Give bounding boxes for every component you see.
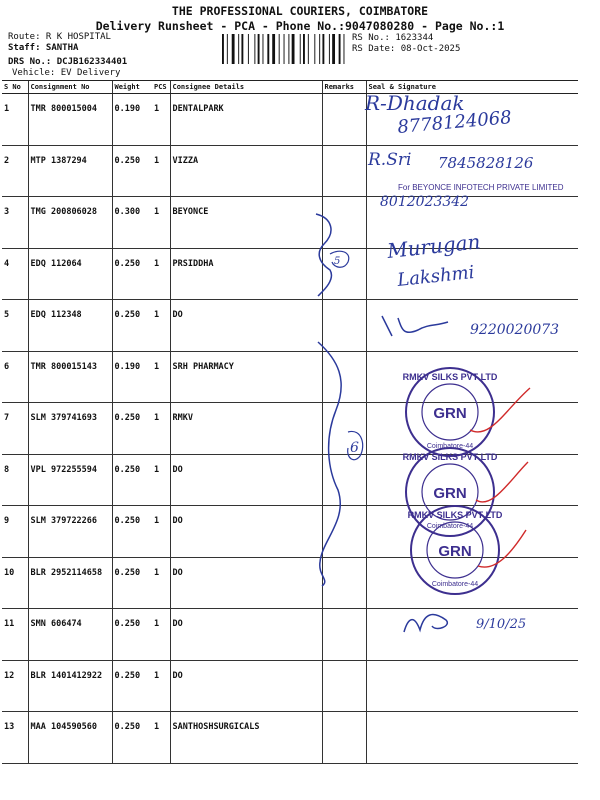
row-consignee: SANTHOSHSURGICALS bbox=[170, 712, 322, 764]
row-consignment-no: TMR 800015143 bbox=[28, 351, 112, 403]
phone-row1: 8778124068 bbox=[396, 107, 513, 138]
table-row bbox=[2, 94, 578, 146]
row-remarks bbox=[322, 300, 366, 352]
row-sno: 3 bbox=[2, 197, 28, 249]
row-consignment-no: SLM 379722266 bbox=[28, 506, 112, 558]
table-row bbox=[2, 712, 578, 764]
row-consignee: DO bbox=[170, 609, 322, 661]
rs-number: RS No.: 1623344 bbox=[352, 33, 434, 43]
stamp-rmkv-2-name: RMKV SILKS PVT LTD bbox=[402, 452, 498, 462]
runsheet-title: THE PROFESSIONAL COURIERS, COIMBATORE bbox=[171, 4, 429, 18]
row-weight: 0.250 bbox=[112, 506, 152, 558]
stamp-rmkv-2-center: GRN bbox=[433, 485, 467, 502]
route-label: Route: R K HOSPITAL bbox=[8, 32, 111, 42]
row-weight: 0.250 bbox=[112, 145, 152, 197]
row-sno: 1 bbox=[2, 94, 28, 146]
stamp-rmkv-3-center: GRN bbox=[438, 543, 472, 560]
row-remarks bbox=[322, 351, 366, 403]
row-seal-signature bbox=[366, 660, 578, 712]
col-consignee: Consignee Details bbox=[170, 81, 322, 94]
row-weight: 0.300 bbox=[112, 197, 152, 249]
row-remarks bbox=[322, 94, 366, 146]
staff-label: Staff: SANTHA bbox=[8, 43, 79, 53]
row-consignee: DO bbox=[170, 300, 322, 352]
row-seal-signature bbox=[366, 248, 578, 300]
row-pcs: 1 bbox=[152, 557, 170, 609]
barcode bbox=[222, 34, 350, 64]
signature-row2: R.Sri bbox=[368, 150, 412, 170]
row-seal-signature bbox=[366, 300, 578, 352]
row-sno: 10 bbox=[2, 557, 28, 609]
signature-row5: Lakshmi bbox=[396, 262, 476, 291]
row-remarks bbox=[322, 712, 366, 764]
stamp-rmkv-1-city: Coimbatore-44 bbox=[426, 443, 474, 450]
row-remarks bbox=[322, 609, 366, 661]
row-pcs: 1 bbox=[152, 506, 170, 558]
signature-row1: R-Dhadak bbox=[365, 91, 465, 115]
row-sno: 8 bbox=[2, 454, 28, 506]
row-consignee: VIZZA bbox=[170, 145, 322, 197]
col-consignment: Consignment No bbox=[28, 81, 112, 94]
phone-row2: 7845828126 bbox=[438, 154, 534, 172]
stamp-rmkv-3-city: Coimbatore-44 bbox=[431, 581, 479, 588]
stamp-rmkv-1-name: RMKV SILKS PVT LTD bbox=[402, 372, 498, 382]
row-remarks bbox=[322, 197, 366, 249]
row-consignee: DO bbox=[170, 454, 322, 506]
row-remarks bbox=[322, 403, 366, 455]
row-remarks bbox=[322, 506, 366, 558]
row-pcs: 1 bbox=[152, 351, 170, 403]
signature-row4: Murugan bbox=[386, 229, 482, 263]
row-sno: 4 bbox=[2, 248, 28, 300]
row-consignment-no: BLR 1401412922 bbox=[28, 660, 112, 712]
row-seal-signature bbox=[366, 197, 578, 249]
stamp-rmkv-2-city: Coimbatore-44 bbox=[426, 523, 474, 530]
row-weight: 0.250 bbox=[112, 660, 152, 712]
row-weight: 0.190 bbox=[112, 351, 152, 403]
row-pcs: 1 bbox=[152, 712, 170, 764]
row-pcs: 1 bbox=[152, 197, 170, 249]
stamp-rmkv-3-name: RMKV SILKS PVT LTD bbox=[407, 510, 503, 520]
row-consignment-no: VPL 972255594 bbox=[28, 454, 112, 506]
table-row bbox=[2, 197, 578, 249]
row-sno: 9 bbox=[2, 506, 28, 558]
row-pcs: 1 bbox=[152, 94, 170, 146]
row-weight: 0.250 bbox=[112, 712, 152, 764]
row-seal-signature bbox=[366, 94, 578, 146]
row-sno: 12 bbox=[2, 660, 28, 712]
table-row bbox=[2, 403, 578, 455]
row-sno: 7 bbox=[2, 403, 28, 455]
row-pcs: 1 bbox=[152, 454, 170, 506]
row-seal-signature bbox=[366, 351, 578, 403]
row-sno: 5 bbox=[2, 300, 28, 352]
row-consignment-no: MTP 1387294 bbox=[28, 145, 112, 197]
row-sno: 11 bbox=[2, 609, 28, 661]
row-remarks bbox=[322, 248, 366, 300]
row-weight: 0.250 bbox=[112, 300, 152, 352]
row-remarks bbox=[322, 145, 366, 197]
table-row bbox=[2, 660, 578, 712]
table-row bbox=[2, 557, 578, 609]
row-seal-signature bbox=[366, 506, 578, 558]
table-header-row bbox=[2, 81, 578, 94]
runsheet-table bbox=[2, 80, 578, 764]
row-consignee: PRSIDDHA bbox=[170, 248, 322, 300]
row-consignment-no: TMR 800015004 bbox=[28, 94, 112, 146]
row-consignment-no: EDQ 112064 bbox=[28, 248, 112, 300]
row-seal-signature bbox=[366, 454, 578, 506]
table-row bbox=[2, 248, 578, 300]
row-consignee: DO bbox=[170, 557, 322, 609]
row-consignment-no: MAA 104590560 bbox=[28, 712, 112, 764]
row-weight: 0.250 bbox=[112, 454, 152, 506]
row-pcs: 1 bbox=[152, 403, 170, 455]
row-weight: 0.190 bbox=[112, 94, 152, 146]
col-sno: S No bbox=[2, 81, 28, 94]
col-remarks: Remarks bbox=[322, 81, 366, 94]
row-consignee: DENTALPARK bbox=[170, 94, 322, 146]
row-consignment-no: TMG 200806028 bbox=[28, 197, 112, 249]
row-weight: 0.250 bbox=[112, 557, 152, 609]
row-seal-signature bbox=[366, 712, 578, 764]
stamp-rmkv-1-center: GRN bbox=[433, 405, 467, 422]
row-consignee: BEYONCE bbox=[170, 197, 322, 249]
row-pcs: 1 bbox=[152, 300, 170, 352]
row-consignment-no: EDQ 112348 bbox=[28, 300, 112, 352]
row-pcs: 1 bbox=[152, 145, 170, 197]
row-remarks bbox=[322, 454, 366, 506]
row-weight: 0.250 bbox=[112, 609, 152, 661]
row-consignee: DO bbox=[170, 660, 322, 712]
table-row bbox=[2, 609, 578, 661]
rs-date: RS Date: 08-Oct-2025 bbox=[352, 44, 461, 54]
col-pcs: PCS bbox=[152, 81, 170, 94]
count-rows-7-12: 6 bbox=[350, 440, 359, 456]
row-pcs: 1 bbox=[152, 660, 170, 712]
row-remarks bbox=[322, 557, 366, 609]
count-rows-4-5: 5 bbox=[334, 256, 341, 267]
vehicle-label: Vehicle: EV Delivery bbox=[12, 68, 121, 78]
row-consignment-no: SLM 379741693 bbox=[28, 403, 112, 455]
row-weight: 0.250 bbox=[112, 248, 152, 300]
row-weight: 0.250 bbox=[112, 403, 152, 455]
drs-number: DRS No.: DCJB162334401 bbox=[8, 57, 128, 67]
row-seal-signature bbox=[366, 609, 578, 661]
col-weight: Weight bbox=[112, 81, 152, 94]
row-seal-signature bbox=[366, 403, 578, 455]
row-sno: 6 bbox=[2, 351, 28, 403]
table-row bbox=[2, 506, 578, 558]
col-seal-signature: Seal & Signature bbox=[366, 81, 578, 94]
row-sno: 2 bbox=[2, 145, 28, 197]
table-row bbox=[2, 454, 578, 506]
date-row13: 9/10/25 bbox=[476, 617, 527, 632]
row-pcs: 1 bbox=[152, 248, 170, 300]
phone-row6: 9220020073 bbox=[470, 322, 560, 338]
row-consignee: DO bbox=[170, 506, 322, 558]
row-consignee: SRH PHARMACY bbox=[170, 351, 322, 403]
row-consignment-no: SMN 606474 bbox=[28, 609, 112, 661]
table-row bbox=[2, 300, 578, 352]
table-row bbox=[2, 351, 578, 403]
row-seal-signature bbox=[366, 145, 578, 197]
row-sno: 13 bbox=[2, 712, 28, 764]
stamp-beyonce: For BEYONCE INFOTECH PRIVATE LIMITED bbox=[398, 183, 564, 192]
row-consignment-no: BLR 2952114658 bbox=[28, 557, 112, 609]
row-remarks bbox=[322, 660, 366, 712]
row-pcs: 1 bbox=[152, 609, 170, 661]
phone-row3: 8012023342 bbox=[380, 194, 470, 210]
table-row bbox=[2, 145, 578, 197]
row-consignee: RMKV bbox=[170, 403, 322, 455]
runsheet-subtitle: Delivery Runsheet - PCA - Phone No.:9047080280 - Page No.:1 bbox=[95, 19, 505, 33]
row-seal-signature bbox=[366, 557, 578, 609]
